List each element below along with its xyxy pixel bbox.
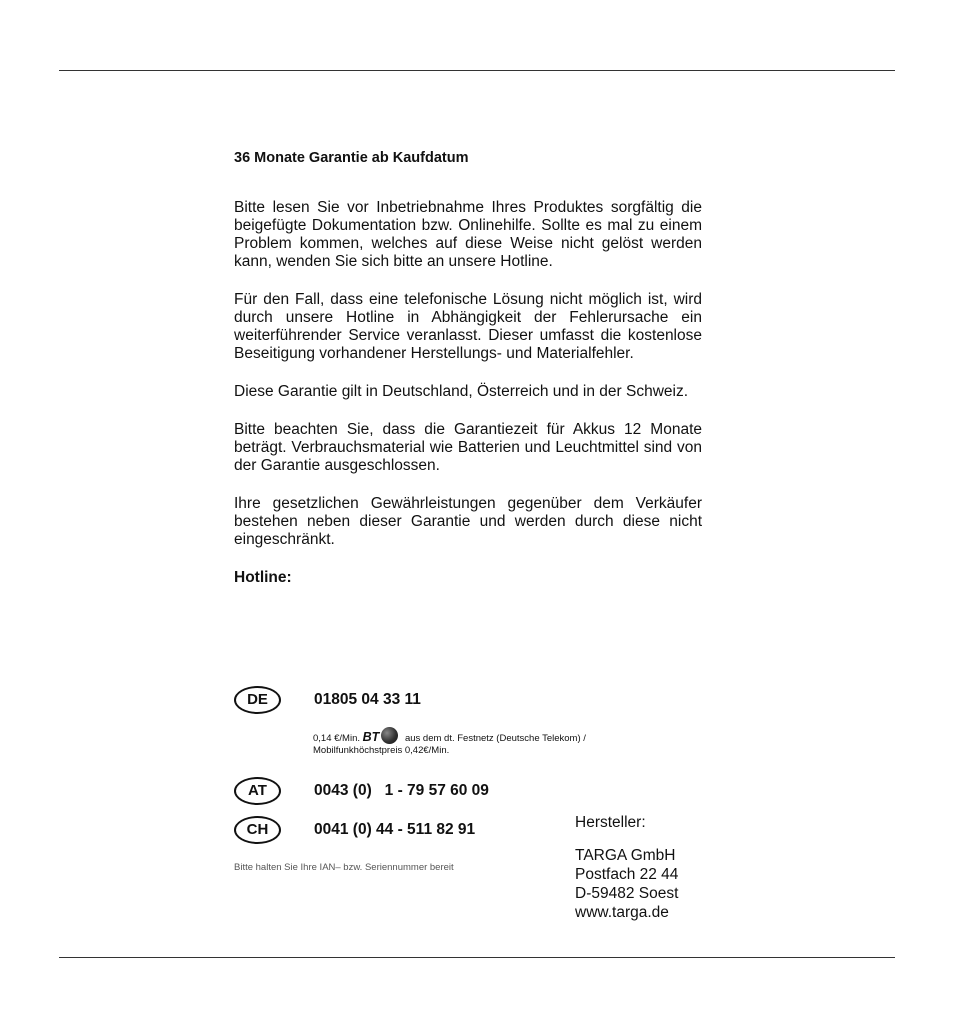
- warranty-section: [234, 150, 702, 587]
- phone-ch: 0041 (0) 44 - 511 82 91: [314, 821, 476, 838]
- paragraph-legal: Ihre gesetzlichen Gewährleistungen gegenüber dem Verkäufer bestehen neben dieser Garantie und werden durch diese nicht eingeschränkt.: [234, 495, 702, 548]
- paragraph-countries: Diese Garantie gilt in Deutschland, Österreich und in der Schweiz.: [234, 383, 689, 400]
- bottom-rule: [59, 957, 895, 958]
- bt-logo: BT: [362, 730, 380, 744]
- serial-note: Bitte halten Sie Ihre IAN– bzw. Seriennummer bereit: [234, 862, 454, 873]
- page-title: 36 Monate Garantie ab Kaufdatum: [234, 150, 469, 166]
- country-badge-at: AT: [234, 777, 281, 805]
- top-rule: [59, 70, 895, 71]
- manufacturer-postbox: Postfach 22 44: [575, 866, 679, 883]
- country-badge-ch: CH: [234, 816, 281, 844]
- manufacturer-label: Hersteller:: [575, 814, 646, 831]
- hotline-heading: Hotline:: [234, 569, 292, 586]
- de-price-note: [313, 727, 586, 757]
- manufacturer-city: D-59482 Soest: [575, 885, 679, 902]
- phone-de: 01805 04 33 11: [314, 691, 421, 708]
- manufacturer-block: [575, 813, 678, 922]
- bt-globe-icon: [381, 727, 398, 744]
- phone-at: 0043 (0) 1 - 79 57 60 09: [314, 782, 489, 799]
- paragraph-intro: Bitte lesen Sie vor Inbetriebnahme Ihres Produktes sorgfältig die beigefügte Dokumentation bzw. Onlinehilfe. Sollte es mal zu einem Problem kommen, welches auf diese Weise nicht gelöst werden kann, wenden Sie sich bitte an unsere Hotline.: [234, 199, 702, 270]
- de-price-rest: aus dem dt. Festnetz (Deutsche Telekom) /: [404, 733, 586, 744]
- paragraph-batteries: Bitte beachten Sie, dass die Garantiezeit für Akkus 12 Monate beträgt. Verbrauchsmaterial wie Batterien und Leuchtmittel sind von der Garantie ausgeschlossen.: [234, 421, 702, 474]
- de-price: 0,14 €/Min.: [313, 733, 360, 744]
- de-mobile-price: Mobilfunkhöchstpreis 0,42€/Min.: [313, 745, 450, 756]
- paragraph-service: Für den Fall, dass eine telefonische Lösung nicht möglich ist, wird durch unsere Hotline in Abhängigkeit der Fehlerursache ein weiterführender Service veranlasst. Dieser umfasst die kostenlose Beseitigung vorhandener Herstellungs- und Materialfehler.: [234, 291, 702, 362]
- country-badge-de: DE: [234, 686, 281, 714]
- manufacturer-name: TARGA GmbH: [575, 847, 676, 864]
- manufacturer-website: www.targa.de: [575, 904, 669, 921]
